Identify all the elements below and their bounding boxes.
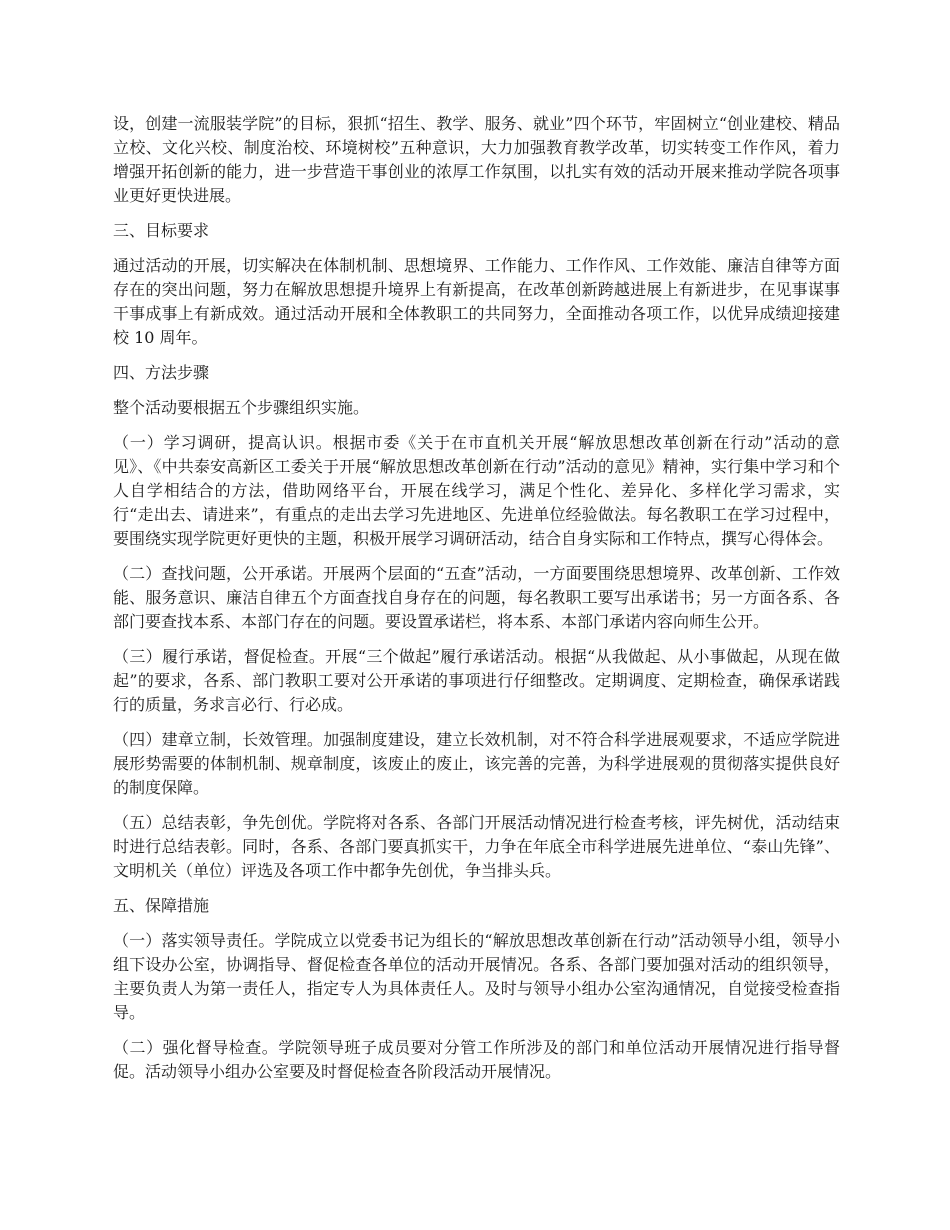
paragraph-steps-intro: 整个活动要根据五个步骤组织实施。 <box>113 398 370 417</box>
heading-section-5: 五、保障措施 <box>113 896 210 915</box>
paragraph-step-1: （一）学习调研，提高认识。根据市委《关于在市直机关开展“解放思想改革创新在行动”活动的意见》、《中共泰安高新区工委关于开展“解放思想改革创新在行动”活动的意见》精神，实行集中学习和个人自学相结合的方法，借助网络平台，开展在线学习，满足个性化、差异化、多样化学习需求，实行“走出去、请进来”，有重点的走出去学习先进地区、先进单位经验做法。每名教职工在学习过程中，要围绕实现学院更好更快的主题，积极开展学习调研活动，结合自身实际和工作特点，撰写心得体会。 <box>113 433 840 548</box>
paragraph-measure-2: （二）强化督导检查。学院领导班子成员要对分管工作所涉及的部门和单位活动开展情况进行指导督促。活动领导小组办公室要及时督促检查各阶段活动开展情况。 <box>113 1038 840 1081</box>
heading-section-4: 四、方法步骤 <box>113 363 210 382</box>
paragraph-step-5: （五）总结表彰，争先创优。学院将对各系、各部门开展活动情况进行检查考核，评先树优，活动结束时进行总结表彰。同时，各系、各部门要真抓实干，力争在年底全市科学进展先进单位、“泰山先锋”、文明机关（单位）评选及各项工作中都争先创优，争当排头兵。 <box>113 813 840 880</box>
paragraph-objectives: 通过活动的开展，切实解决在体制机制、思想境界、工作能力、工作作风、工作效能、廉洁自律等方面存在的突出问题，努力在解放思想提升境界上有新提高，在改革创新跨越进展上有新进步，在见事谋事干事成事上有新成效。通过活动开展和全体教职工的共同努力，全面推动各项工作，以优异成绩迎接建校 10 周年。 <box>113 256 840 347</box>
heading-section-3: 三、目标要求 <box>113 221 210 240</box>
paragraph-step-2: （二）查找问题，公开承诺。开展两个层面的“五查”活动，一方面要围绕思想境界、改革创新、工作效能、服务意识、廉洁自律五个方面查找自身存在的问题，每名教职工要写出承诺书；另一方面各系、各部门要查找本系、本部门存在的问题。要设置承诺栏，将本系、本部门承诺内容向师生公开。 <box>113 564 840 631</box>
document-page <box>113 112 840 1095</box>
paragraph-goal-summary: 设，创建一流服装学院”的目标，狠抓“招生、教学、服务、就业”四个环节，牢固树立“创业建校、精品立校、文化兴校、制度治校、环境树校”五种意识，大力加强教育教学改革，切实转变工作作风，着力增强开拓创新的能力，进一步营造干事创业的浓厚工作氛围，以扎实有效的活动开展来推动学院各项事业更好更快进展。 <box>113 114 840 205</box>
paragraph-step-3: （三）履行承诺，督促检查。开展“三个做起”履行承诺活动。根据“从我做起、从小事做起，从现在做起”的要求，各系、部门教职工要对公开承诺的事项进行仔细整改。定期调度、定期检查，确保承诺践行的质量，务求言必行、行必成。 <box>113 647 840 714</box>
paragraph-step-4: （四）建章立制，长效管理。加强制度建设，建立长效机制，对不符合科学进展观要求，不适应学院进展形势需要的体制机制、规章制度，该废止的废止，该完善的完善，为科学进展观的贯彻落实提供良好的制度保障。 <box>113 730 840 797</box>
paragraph-measure-1: （一）落实领导责任。学院成立以党委书记为组长的“解放思想改革创新在行动”活动领导小组，领导小组下设办公室，协调指导、督促检查各单位的活动开展情况。各系、各部门要加强对活动的组织领导，主要负责人为第一责任人，指定专人为具体责任人。及时与领导小组办公室沟通情况，自觉接受检查指导。 <box>113 931 840 1022</box>
